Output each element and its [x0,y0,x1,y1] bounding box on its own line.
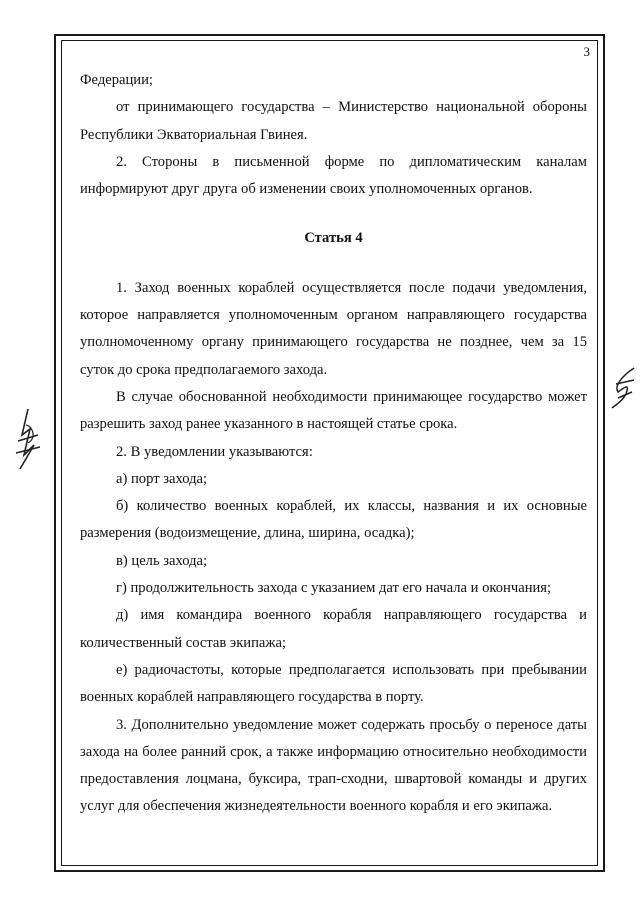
paragraph: 3. Дополнительно уведомление может содержать просьбу о переносе даты захода на более ранний срок, а также информацию относительно необходимости предоставления лоцмана, буксира, трап-сходни, швартовой команды и других услуг для обеспечения жизнедеятельности военного корабля и его экипажа. [80,716,587,815]
article-heading: Статья 4 [304,230,363,247]
page-number: 3 [583,44,590,59]
document-body [80,67,587,821]
list-item: е) радиочастоты, которые предполагается использовать при пребывании военных кораблей направляющего государства в порту. [80,661,587,706]
paragraph: от принимающего государства – Министерство национальной обороны Республики Экваториальная Гвинея. [80,99,587,143]
list-item: г) продолжительность захода с указанием дат его начала и окончания; [116,580,552,597]
paragraph: Федерации; [80,72,153,88]
initials-signature-left [10,405,46,475]
list-item: в) цель захода; [116,552,208,569]
initials-signature-right [608,364,638,412]
list-item: б) количество военных кораблей, их классы, названия и их основные размерения (водоизмещение, длина, ширина, осадка); [80,498,587,542]
list-item: а) порт захода; [116,470,208,487]
paragraph: В случае обоснованной необходимости принимающее государство может разрешить заход ранее указанного в настоящей статье срока. [80,388,587,433]
list-item: д) имя командира военного корабля направляющего государства и количественный состав экипажа; [80,607,587,651]
paragraph: 2. Стороны в письменной форме по дипломатическим каналам информируют друг друга об изменении своих уполномоченных органов. [80,153,587,198]
paragraph: 1. Заход военных кораблей осуществляется после подачи уведомления, которое направляется уполномоченным органом направляющего государства уполномоченному органу принимающего государства не позднее, чем за 15 суток до срока предполагаемого захода. [80,279,587,378]
paragraph: 2. В уведомлении указываются: [116,443,313,460]
